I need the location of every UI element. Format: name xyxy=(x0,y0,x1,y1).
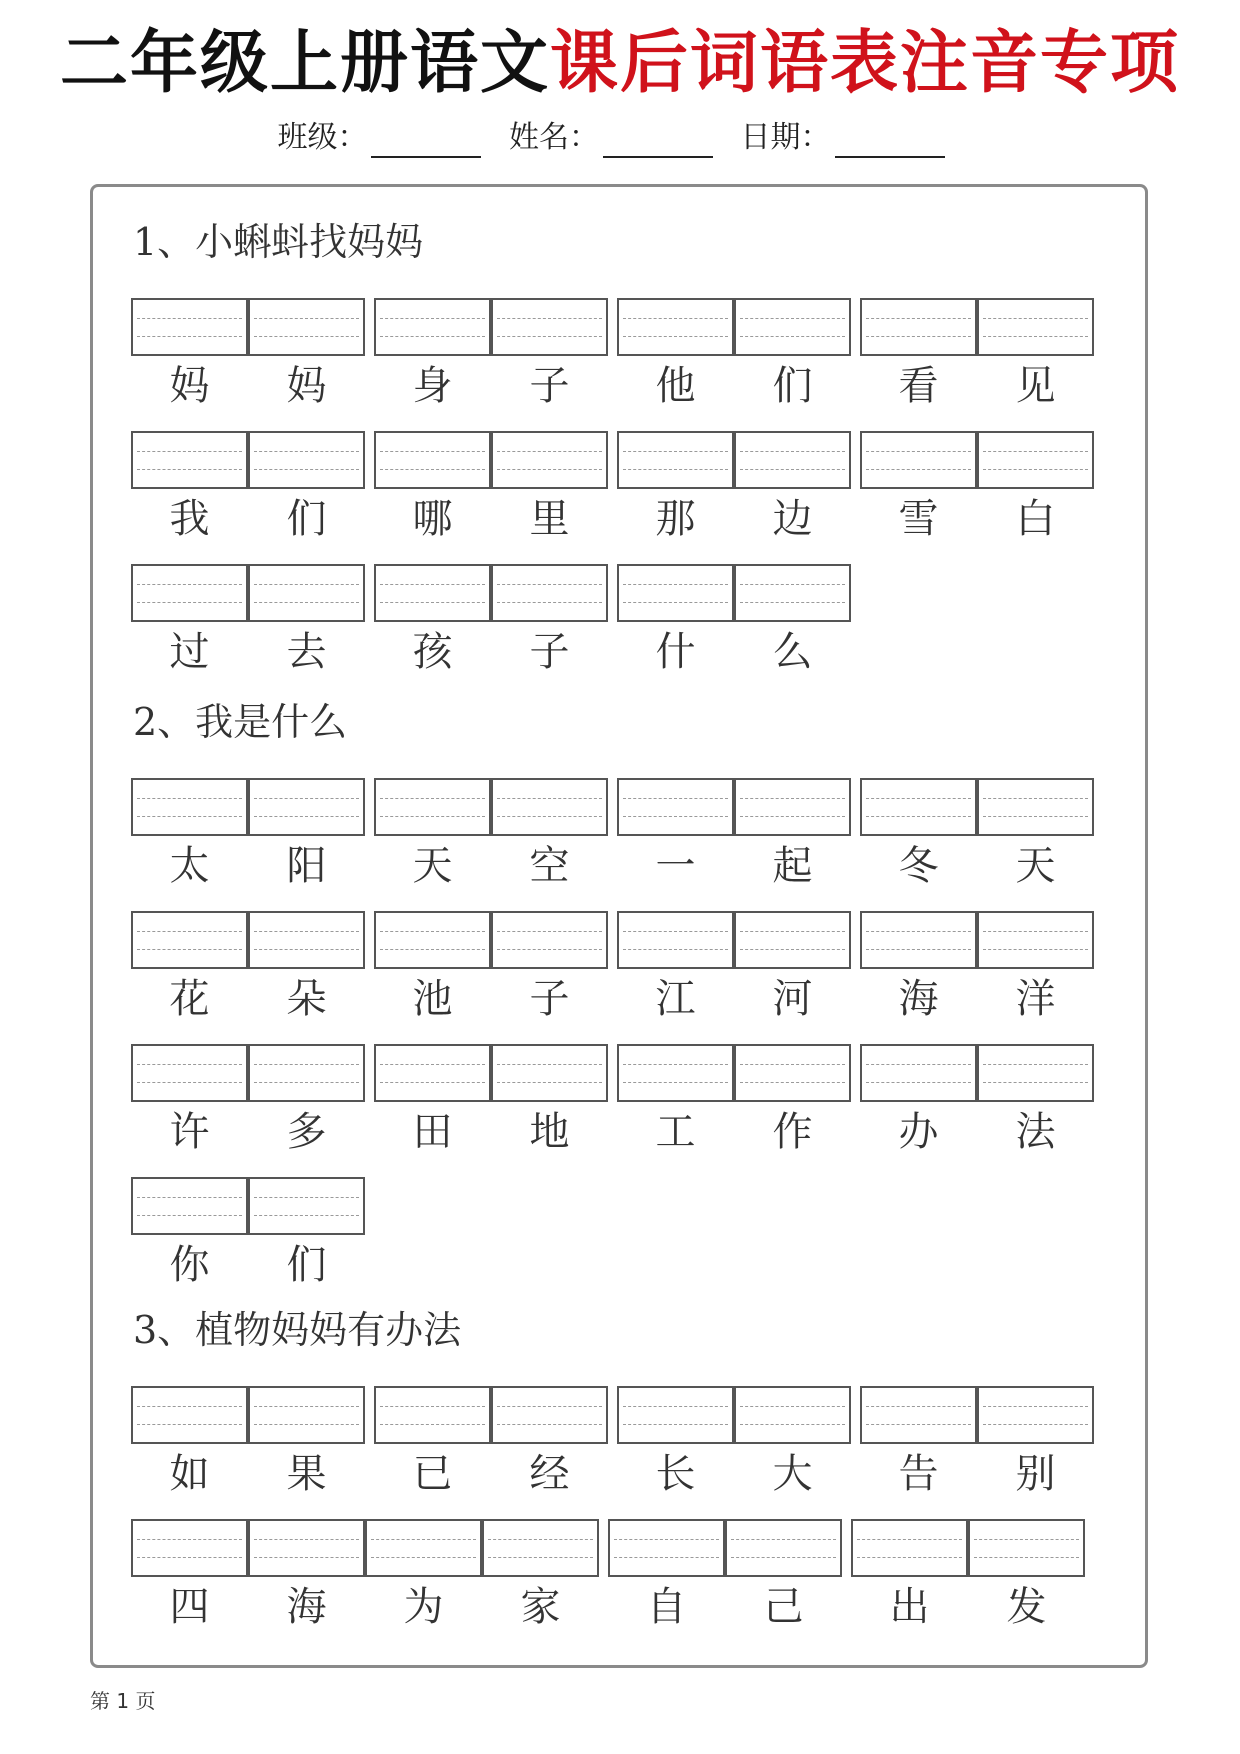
pinyin-box[interactable] xyxy=(734,1386,851,1444)
hanzi-char: 子 xyxy=(529,976,570,1022)
pinyin-box[interactable] xyxy=(734,431,851,489)
hanzi-char: 河 xyxy=(772,976,813,1022)
hanzi-char: 子 xyxy=(529,363,570,409)
pinyin-box[interactable] xyxy=(374,911,491,969)
pinyin-box[interactable] xyxy=(608,1519,725,1577)
hanzi-char: 地 xyxy=(529,1109,570,1155)
name-label: 姓名： xyxy=(509,120,599,155)
hanzi-char: 边 xyxy=(772,496,813,542)
hanzi-char: 去 xyxy=(286,629,327,675)
pinyin-box[interactable] xyxy=(734,911,851,969)
hanzi-char: 果 xyxy=(286,1451,327,1497)
hanzi-char: 一 xyxy=(655,843,696,889)
pinyin-box[interactable] xyxy=(734,564,851,622)
pinyin-box[interactable] xyxy=(860,431,977,489)
pinyin-box[interactable] xyxy=(374,1044,491,1102)
pinyin-box[interactable] xyxy=(248,911,365,969)
hanzi-char: 发 xyxy=(1006,1584,1047,1630)
pinyin-box[interactable] xyxy=(374,1386,491,1444)
pinyin-box[interactable] xyxy=(977,911,1094,969)
class-blank[interactable] xyxy=(371,122,481,158)
pinyin-box[interactable] xyxy=(617,564,734,622)
pinyin-box[interactable] xyxy=(725,1519,842,1577)
hanzi-char: 里 xyxy=(529,496,570,542)
hanzi-char: 雪 xyxy=(898,496,939,542)
worksheet-title xyxy=(0,24,1240,104)
hanzi-char: 白 xyxy=(1015,496,1056,542)
hanzi-char: 花 xyxy=(169,976,210,1022)
pinyin-box[interactable] xyxy=(617,431,734,489)
hanzi-char: 什 xyxy=(655,629,696,675)
hanzi-char: 如 xyxy=(169,1451,210,1497)
pinyin-box[interactable] xyxy=(374,431,491,489)
hanzi-char: 出 xyxy=(889,1584,930,1630)
hanzi-char: 起 xyxy=(772,843,813,889)
pinyin-box[interactable] xyxy=(977,431,1094,489)
pinyin-box[interactable] xyxy=(374,778,491,836)
pinyin-box[interactable] xyxy=(248,1519,365,1577)
pinyin-box[interactable] xyxy=(851,1519,968,1577)
hanzi-char: 经 xyxy=(529,1451,570,1497)
hanzi-char: 家 xyxy=(520,1584,561,1630)
hanzi-char: 许 xyxy=(169,1109,210,1155)
title-part-grade: 二年级上册语文 xyxy=(59,24,550,103)
pinyin-box[interactable] xyxy=(248,1177,365,1235)
hanzi-char: 们 xyxy=(772,363,813,409)
section-title: 3、植物妈妈有办法 xyxy=(133,1308,462,1352)
hanzi-char: 见 xyxy=(1015,363,1056,409)
title-part-topic: 课后词语表注音专项 xyxy=(550,24,1181,103)
pinyin-box[interactable] xyxy=(374,564,491,622)
hanzi-char: 法 xyxy=(1015,1109,1056,1155)
hanzi-char: 海 xyxy=(286,1584,327,1630)
pinyin-box[interactable] xyxy=(617,298,734,356)
pinyin-box[interactable] xyxy=(734,298,851,356)
pinyin-box[interactable] xyxy=(374,298,491,356)
hanzi-char: 子 xyxy=(529,629,570,675)
pinyin-box[interactable] xyxy=(977,778,1094,836)
pinyin-box[interactable] xyxy=(860,911,977,969)
pinyin-box[interactable] xyxy=(491,1044,608,1102)
hanzi-char: 工 xyxy=(655,1109,696,1155)
hanzi-char: 池 xyxy=(412,976,453,1022)
pinyin-box[interactable] xyxy=(248,1044,365,1102)
hanzi-char: 为 xyxy=(403,1584,444,1630)
student-info-line xyxy=(0,118,1240,158)
pinyin-box[interactable] xyxy=(491,911,608,969)
pinyin-box[interactable] xyxy=(977,298,1094,356)
pinyin-box[interactable] xyxy=(491,431,608,489)
pinyin-box[interactable] xyxy=(248,778,365,836)
pinyin-box[interactable] xyxy=(365,1519,482,1577)
pinyin-box[interactable] xyxy=(491,1386,608,1444)
hanzi-char: 那 xyxy=(655,496,696,542)
pinyin-box[interactable] xyxy=(977,1044,1094,1102)
hanzi-char: 哪 xyxy=(412,496,453,542)
pinyin-box[interactable] xyxy=(860,1044,977,1102)
pinyin-box[interactable] xyxy=(131,298,248,356)
hanzi-char: 身 xyxy=(412,363,453,409)
hanzi-char: 海 xyxy=(898,976,939,1022)
hanzi-char: 朵 xyxy=(286,976,327,1022)
hanzi-char: 四 xyxy=(169,1584,210,1630)
hanzi-char: 我 xyxy=(169,496,210,542)
hanzi-char: 作 xyxy=(772,1109,813,1155)
hanzi-char: 看 xyxy=(898,363,939,409)
pinyin-box[interactable] xyxy=(734,1044,851,1102)
hanzi-char: 天 xyxy=(1015,843,1056,889)
name-blank[interactable] xyxy=(603,122,713,158)
hanzi-char: 太 xyxy=(169,843,210,889)
pinyin-box[interactable] xyxy=(860,298,977,356)
hanzi-char: 自 xyxy=(646,1584,687,1630)
hanzi-char: 办 xyxy=(898,1109,939,1155)
pinyin-box[interactable] xyxy=(131,778,248,836)
pinyin-box[interactable] xyxy=(131,1044,248,1102)
section-title: 2、我是什么 xyxy=(133,700,348,744)
hanzi-char: 们 xyxy=(286,496,327,542)
pinyin-box[interactable] xyxy=(248,564,365,622)
hanzi-char: 孩 xyxy=(412,629,453,675)
hanzi-char: 冬 xyxy=(898,843,939,889)
pinyin-box[interactable] xyxy=(617,1044,734,1102)
hanzi-char: 过 xyxy=(169,629,210,675)
pinyin-box[interactable] xyxy=(131,911,248,969)
pinyin-box[interactable] xyxy=(860,1386,977,1444)
pinyin-box[interactable] xyxy=(617,911,734,969)
pinyin-box[interactable] xyxy=(131,1177,248,1235)
section-title: 1、小蝌蚪找妈妈 xyxy=(133,220,424,264)
hanzi-char: 妈 xyxy=(286,363,327,409)
date-label: 日期： xyxy=(740,120,831,155)
pinyin-box[interactable] xyxy=(248,1386,365,1444)
pinyin-box[interactable] xyxy=(491,564,608,622)
pinyin-box[interactable] xyxy=(968,1519,1085,1577)
hanzi-char: 己 xyxy=(763,1584,804,1630)
pinyin-box[interactable] xyxy=(131,1386,248,1444)
pinyin-box[interactable] xyxy=(131,1519,248,1577)
pinyin-box[interactable] xyxy=(482,1519,599,1577)
page-number: 第 1 页 xyxy=(90,1689,156,1713)
hanzi-char: 洋 xyxy=(1015,976,1056,1022)
hanzi-char: 妈 xyxy=(169,363,210,409)
hanzi-char: 告 xyxy=(898,1451,939,1497)
hanzi-char: 他 xyxy=(655,363,696,409)
pinyin-box[interactable] xyxy=(617,778,734,836)
pinyin-box[interactable] xyxy=(131,564,248,622)
pinyin-box[interactable] xyxy=(491,298,608,356)
hanzi-char: 别 xyxy=(1015,1451,1056,1497)
pinyin-box[interactable] xyxy=(617,1386,734,1444)
hanzi-char: 已 xyxy=(412,1451,453,1497)
class-label: 班级： xyxy=(277,120,368,155)
pinyin-box[interactable] xyxy=(248,431,365,489)
pinyin-box[interactable] xyxy=(977,1386,1094,1444)
hanzi-char: 田 xyxy=(412,1109,453,1155)
hanzi-char: 阳 xyxy=(286,843,327,889)
pinyin-box[interactable] xyxy=(248,298,365,356)
hanzi-char: 江 xyxy=(655,976,696,1022)
pinyin-box[interactable] xyxy=(860,778,977,836)
pinyin-box[interactable] xyxy=(734,778,851,836)
pinyin-box[interactable] xyxy=(491,778,608,836)
pinyin-box[interactable] xyxy=(131,431,248,489)
hanzi-char: 么 xyxy=(772,629,813,675)
hanzi-char: 长 xyxy=(655,1451,696,1497)
date-blank[interactable] xyxy=(835,122,945,158)
hanzi-char: 你 xyxy=(169,1242,210,1288)
hanzi-char: 天 xyxy=(412,843,453,889)
hanzi-char: 空 xyxy=(529,843,570,889)
hanzi-char: 大 xyxy=(772,1451,813,1497)
hanzi-char: 多 xyxy=(286,1109,327,1155)
hanzi-char: 们 xyxy=(286,1242,327,1288)
